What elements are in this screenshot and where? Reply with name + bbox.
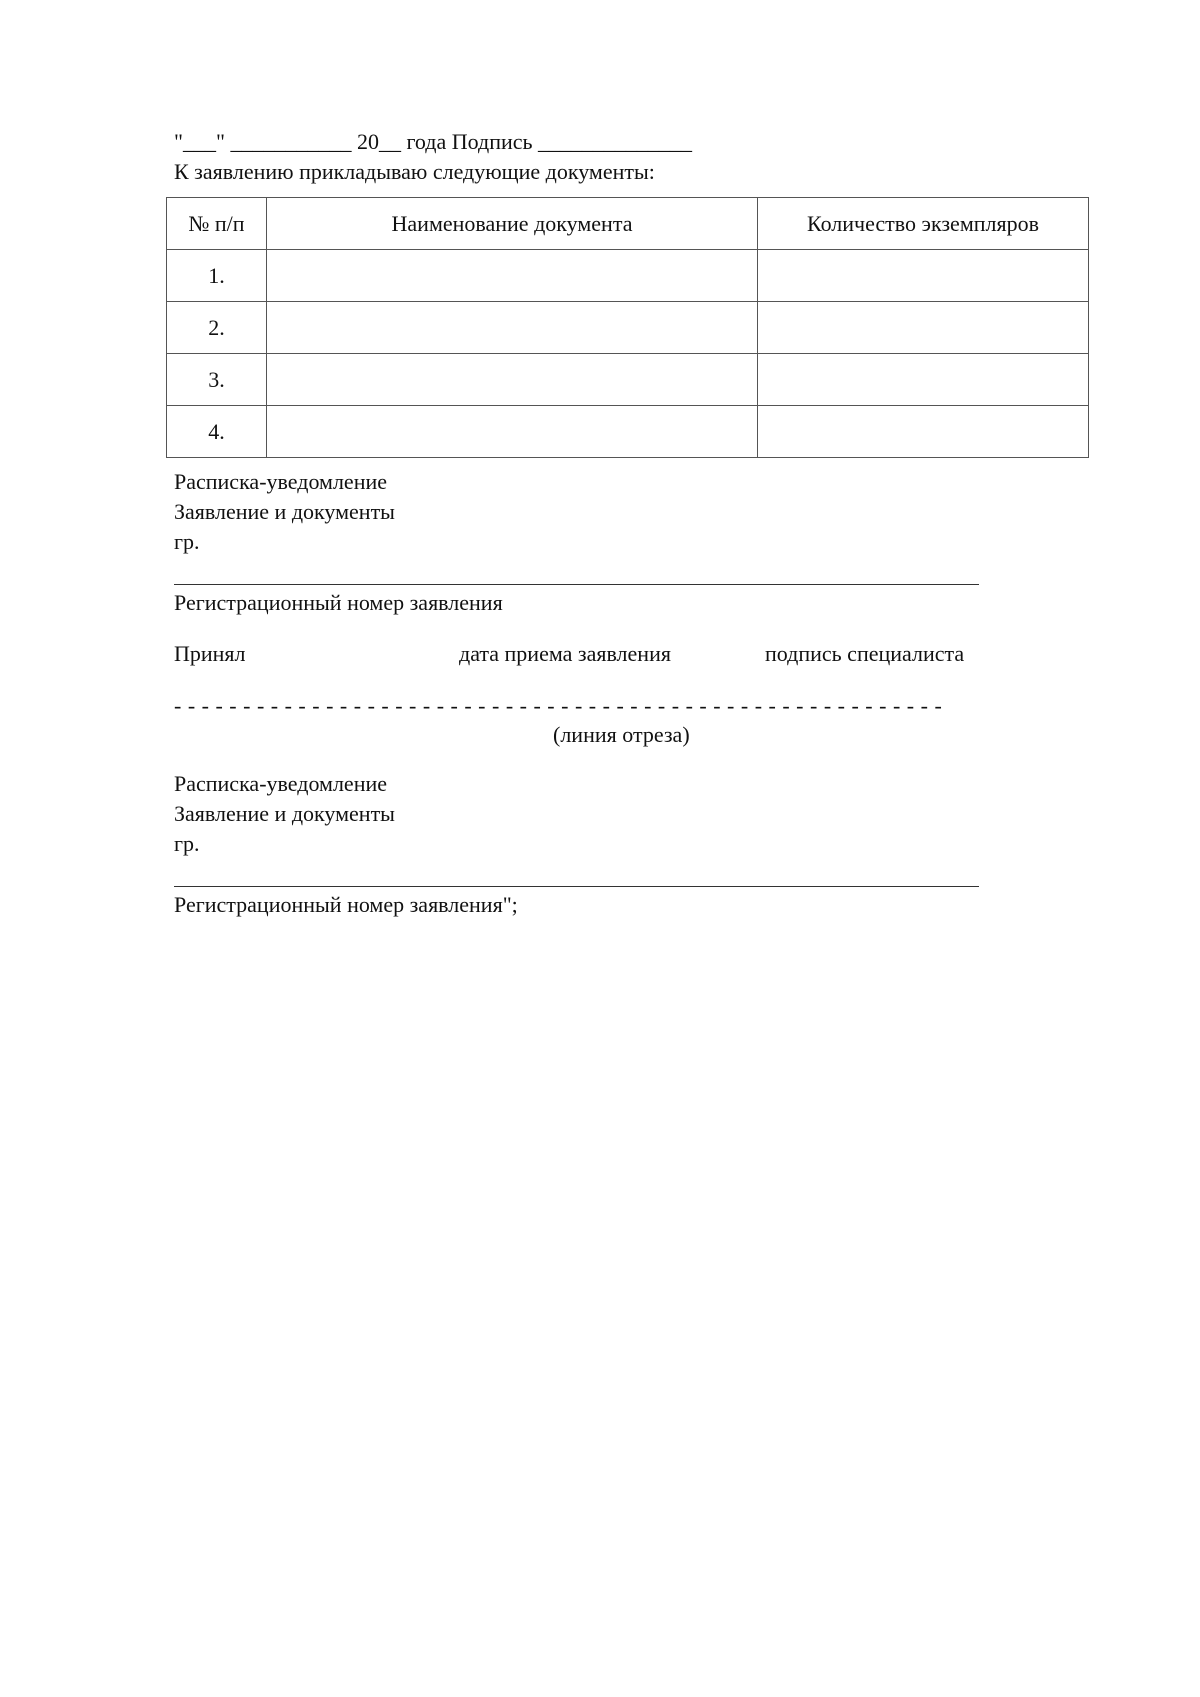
receipt-1-documents-line: Заявление и документы [174, 499, 395, 524]
header-document-name: Наименование документа [267, 198, 758, 250]
specialist-signature-label: подпись специалиста [765, 641, 965, 666]
document-name-cell [267, 250, 758, 302]
documents-table [166, 197, 1089, 458]
acceptance-date-label: дата приема заявления [459, 641, 671, 666]
table-row [167, 250, 1089, 302]
row-number: 4. [167, 406, 267, 458]
document-name-cell [267, 302, 758, 354]
document-name-cell [267, 354, 758, 406]
row-number: 2. [167, 302, 267, 354]
date-signature-line: "___" ___________ 20__ года Подпись ______________ [174, 129, 693, 154]
table-header-row [167, 198, 1089, 250]
quantity-cell [758, 406, 1089, 458]
quantity-cell [758, 354, 1089, 406]
receipt-1-citizen-label: гр. [174, 529, 200, 554]
header-number: № п/п [167, 198, 267, 250]
attachments-intro: К заявлению прикладываю следующие документы: [174, 159, 655, 184]
cut-line-dashes: - - - - - - - - - - - - - - - - - - - - - - - - - - - - - - - - - - - - - - - - - - - - - - - - - - - - - - - - [174, 693, 943, 718]
table-row [167, 354, 1089, 406]
header-quantity: Количество экземпляров [758, 198, 1089, 250]
cut-line-label: (линия отреза) [553, 722, 690, 747]
receipt-2-reg-number-label: Регистрационный номер заявления"; [174, 892, 518, 917]
receipt-1-reg-number-label: Регистрационный номер заявления [174, 590, 503, 615]
accepted-label: Принял [174, 641, 246, 666]
row-number: 3. [167, 354, 267, 406]
quantity-cell [758, 250, 1089, 302]
row-number: 1. [167, 250, 267, 302]
table-row [167, 406, 1089, 458]
receipt-2-underline [174, 886, 979, 887]
quantity-cell [758, 302, 1089, 354]
receipt-1-title: Расписка-уведомление [174, 469, 388, 494]
receipt-2-citizen-label: гр. [174, 831, 200, 856]
receipt-1-underline [174, 584, 979, 585]
table-row [167, 302, 1089, 354]
receipt-2-documents-line: Заявление и документы [174, 801, 395, 826]
receipt-2-title: Расписка-уведомление [174, 771, 388, 796]
document-name-cell [267, 406, 758, 458]
